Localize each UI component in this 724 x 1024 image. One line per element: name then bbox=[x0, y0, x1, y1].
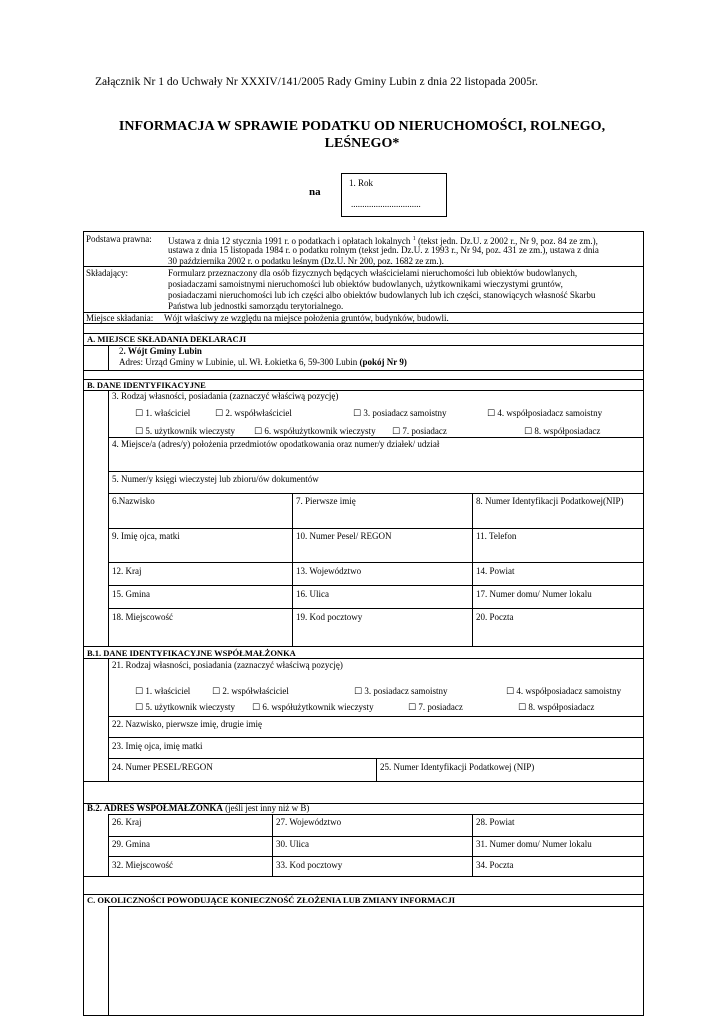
field-27-voivodeship[interactable]: 27. Województwo bbox=[276, 817, 342, 827]
field-13-voivodeship[interactable]: 13. Województwo bbox=[296, 566, 362, 576]
field-28-district[interactable]: 28. Powiat bbox=[476, 817, 515, 827]
spouse-option-independent-possessor[interactable]: ☐ 3. posiadacz samoistny bbox=[354, 686, 448, 697]
submitter-text-3: posiadaczami nieruchomości lub ich części albo obiektów budowlanych lub ich części, stanowiących własność Skarbu bbox=[168, 290, 596, 300]
office-address: Adres: Urząd Gminy w Lubinie, ul. Wł. Łokietka 6, 59-300 Lubin (pokój Nr 9) bbox=[119, 357, 407, 367]
spouse-option-owner[interactable]: ☐ 1. właściciel bbox=[135, 686, 191, 697]
header-note: Załącznik Nr 1 do Uchwały Nr XXXIV/141/2005 Rady Gminy Lubin z dnia 22 listopada 2005r. bbox=[95, 76, 538, 88]
option-co-possessor[interactable]: ☐ 8. współposiadacz bbox=[524, 426, 601, 437]
spouse-option-co-perpetual-user[interactable]: ☐ 6. współużytkownik wieczysty bbox=[252, 702, 374, 713]
field-4-property-location[interactable]: 4. Miejsce/a (adres/y) położenia przedmiotów opodatkowania oraz numer/y działek/ udział bbox=[112, 439, 440, 449]
field-24-spouse-pesel[interactable]: 24. Numer PESEL/REGON bbox=[112, 762, 213, 772]
field-17-house-number[interactable]: 17. Numer domu/ Numer lokalu bbox=[476, 589, 592, 599]
option-owner[interactable]: ☐ 1. właściciel bbox=[135, 408, 191, 419]
field-9-parents-names[interactable]: 9. Imię ojca, matki bbox=[112, 531, 180, 541]
submitter-text-1: Formularz przeznaczony dla osób fizycznych będących właścicielami nieruchomości lub obiektów budowlanych, bbox=[168, 268, 578, 278]
footnote-mark: 1 bbox=[412, 236, 416, 242]
form-title-line1: INFORMACJA W SPRAWIE PODATKU OD NIERUCHOMOŚCI, ROLNEGO, bbox=[118, 119, 606, 134]
section-c-text-area[interactable] bbox=[109, 907, 643, 1015]
option-co-perpetual-user[interactable]: ☐ 6. współużytkownik wieczysty bbox=[254, 426, 376, 437]
section-a-title: A. MIEJSCE SKŁADANIA DEKLARACJI bbox=[87, 334, 247, 344]
field-34-post-office[interactable]: 34. Poczta bbox=[476, 860, 514, 870]
legal-basis-text-1: Ustawa z dnia 12 stycznia 1991 r. o podatkach i opłatach lokalnych bbox=[168, 236, 411, 246]
section-b2-title: B.2. ADRES WSPOŁMAŁŻONKA (jeśli jest inny niż w B) bbox=[87, 803, 310, 813]
year-dots: ............................... bbox=[351, 199, 421, 209]
field-12-country[interactable]: 12. Kraj bbox=[112, 566, 142, 576]
spouse-option-co-owner[interactable]: ☐ 2. współwłaściciel bbox=[212, 686, 289, 697]
submission-place-value: Wójt właściwy ze względu na miejsce położenia gruntów, budynków, budowli. bbox=[164, 313, 449, 323]
legal-basis-text-2: ustawa z dnia 15 listopada 1984 r. o podatku rolnym (tekst jedn. Dz.U. z 1993 r., Nr 94, poz. 431 ze zm.), ustawa z dnia bbox=[168, 245, 599, 255]
option-possessor[interactable]: ☐ 7. posiadacz bbox=[392, 426, 447, 437]
field-18-town[interactable]: 18. Miejscowość bbox=[112, 612, 173, 622]
field-14-district[interactable]: 14. Powiat bbox=[476, 566, 515, 576]
submitter-label: Składający: bbox=[86, 268, 128, 278]
submitter-text-2: posiadaczami samoistnymi nieruchomości lub obiektów budowlanych, użytkownikami wieczystymi gruntów, bbox=[168, 279, 563, 289]
legal-basis-text-1b: (tekst jedn. Dz.U. z 2002 r., Nr 9, poz. 84 ze zm.), bbox=[417, 236, 598, 246]
office-name[interactable]: 2. Wójt Gminy Lubin bbox=[119, 346, 202, 356]
spouse-option-perpetual-user[interactable]: ☐ 5. użytkownik wieczysty bbox=[135, 702, 236, 713]
form-title bbox=[0, 118, 724, 152]
legal-basis-text-3: 30 października 2002 r. o podatku leśnym (Dz.U. Nr 200, poz. 1682 ze zm.). bbox=[168, 256, 444, 266]
year-box[interactable] bbox=[341, 173, 447, 217]
year-label: 1. Rok bbox=[349, 178, 374, 188]
field-10-pesel-regon[interactable]: 10. Numer Pesel/ REGON bbox=[296, 531, 392, 541]
option-co-owner[interactable]: ☐ 2. współwłaściciel bbox=[215, 408, 292, 419]
option-perpetual-user[interactable]: ☐ 5. użytkownik wieczysty bbox=[135, 426, 236, 437]
spouse-option-possessor[interactable]: ☐ 7. posiadacz bbox=[408, 702, 463, 713]
spouse-option-co-independent-possessor[interactable]: ☐ 4. współposiadacz samoistny bbox=[506, 686, 622, 697]
field-33-postal-code[interactable]: 33. Kod pocztowy bbox=[276, 860, 343, 870]
option-independent-possessor[interactable]: ☐ 3. posiadacz samoistny bbox=[353, 408, 447, 419]
field-11-phone[interactable]: 11. Telefon bbox=[476, 531, 517, 541]
field-21-label: 21. Rodzaj własności, posiadania (zaznaczyć właściwą pozycję) bbox=[112, 660, 343, 670]
submission-place-label: Miejsce składania: bbox=[86, 313, 154, 323]
submitter-text-4: Państwa lub jednostki samorządu terytorialnego. bbox=[168, 301, 344, 311]
field-32-town[interactable]: 32. Miejscowość bbox=[112, 860, 173, 870]
field-30-street[interactable]: 30. Ulica bbox=[276, 839, 309, 849]
spouse-option-co-possessor[interactable]: ☐ 8. współposiadacz bbox=[518, 702, 595, 713]
form-title-line2: LEŚNEGO* bbox=[324, 136, 400, 151]
legal-basis-label: Podstawa prawna: bbox=[86, 234, 152, 244]
field-25-spouse-nip[interactable]: 25. Numer Identyfikacji Podatkowej (NIP) bbox=[380, 762, 535, 772]
field-15-commune[interactable]: 15. Gmina bbox=[112, 589, 150, 599]
field-23-spouse-parents[interactable]: 23. Imię ojca, imię matki bbox=[112, 741, 203, 751]
field-8-nip[interactable]: 8. Numer Identyfikacji Podatkowej(NIP) bbox=[476, 496, 624, 506]
field-16-street[interactable]: 16. Ulica bbox=[296, 589, 329, 599]
field-31-house-number[interactable]: 31. Numer domu/ Numer lokalu bbox=[476, 839, 592, 849]
section-b1-title: B.1. DANE IDENTYFIKACYJNE WSPÓŁMAŁŻONKA bbox=[87, 648, 296, 658]
option-co-independent-possessor[interactable]: ☐ 4. współposiadacz samoistny bbox=[487, 408, 603, 419]
section-c-title: C. OKOLICZNOŚCI POWODUJĄCE KONIECZNOŚĆ ZŁOŻENIA LUB ZMIANY INFORMACJI bbox=[87, 895, 456, 905]
na-label: na bbox=[309, 186, 321, 198]
field-19-postal-code[interactable]: 19. Kod pocztowy bbox=[296, 612, 363, 622]
field-26-country[interactable]: 26. Kraj bbox=[112, 817, 142, 827]
field-5-land-register[interactable]: 5. Numer/y księgi wieczystej lub zbioru/ów dokumentów bbox=[112, 474, 319, 484]
field-22-spouse-name[interactable]: 22. Nazwisko, pierwsze imię, drugie imię bbox=[112, 719, 262, 729]
field-3-label: 3. Rodzaj własności, posiadania (zaznaczyć właściwą pozycję) bbox=[112, 391, 339, 401]
field-20-post-office[interactable]: 20. Poczta bbox=[476, 612, 514, 622]
field-6-surname[interactable]: 6.Nazwisko bbox=[112, 496, 155, 506]
section-b-title: B. DANE IDENTYFIKACYJNE bbox=[87, 380, 206, 390]
field-7-first-name[interactable]: 7. Pierwsze imię bbox=[296, 496, 356, 506]
field-29-commune[interactable]: 29. Gmina bbox=[112, 839, 150, 849]
